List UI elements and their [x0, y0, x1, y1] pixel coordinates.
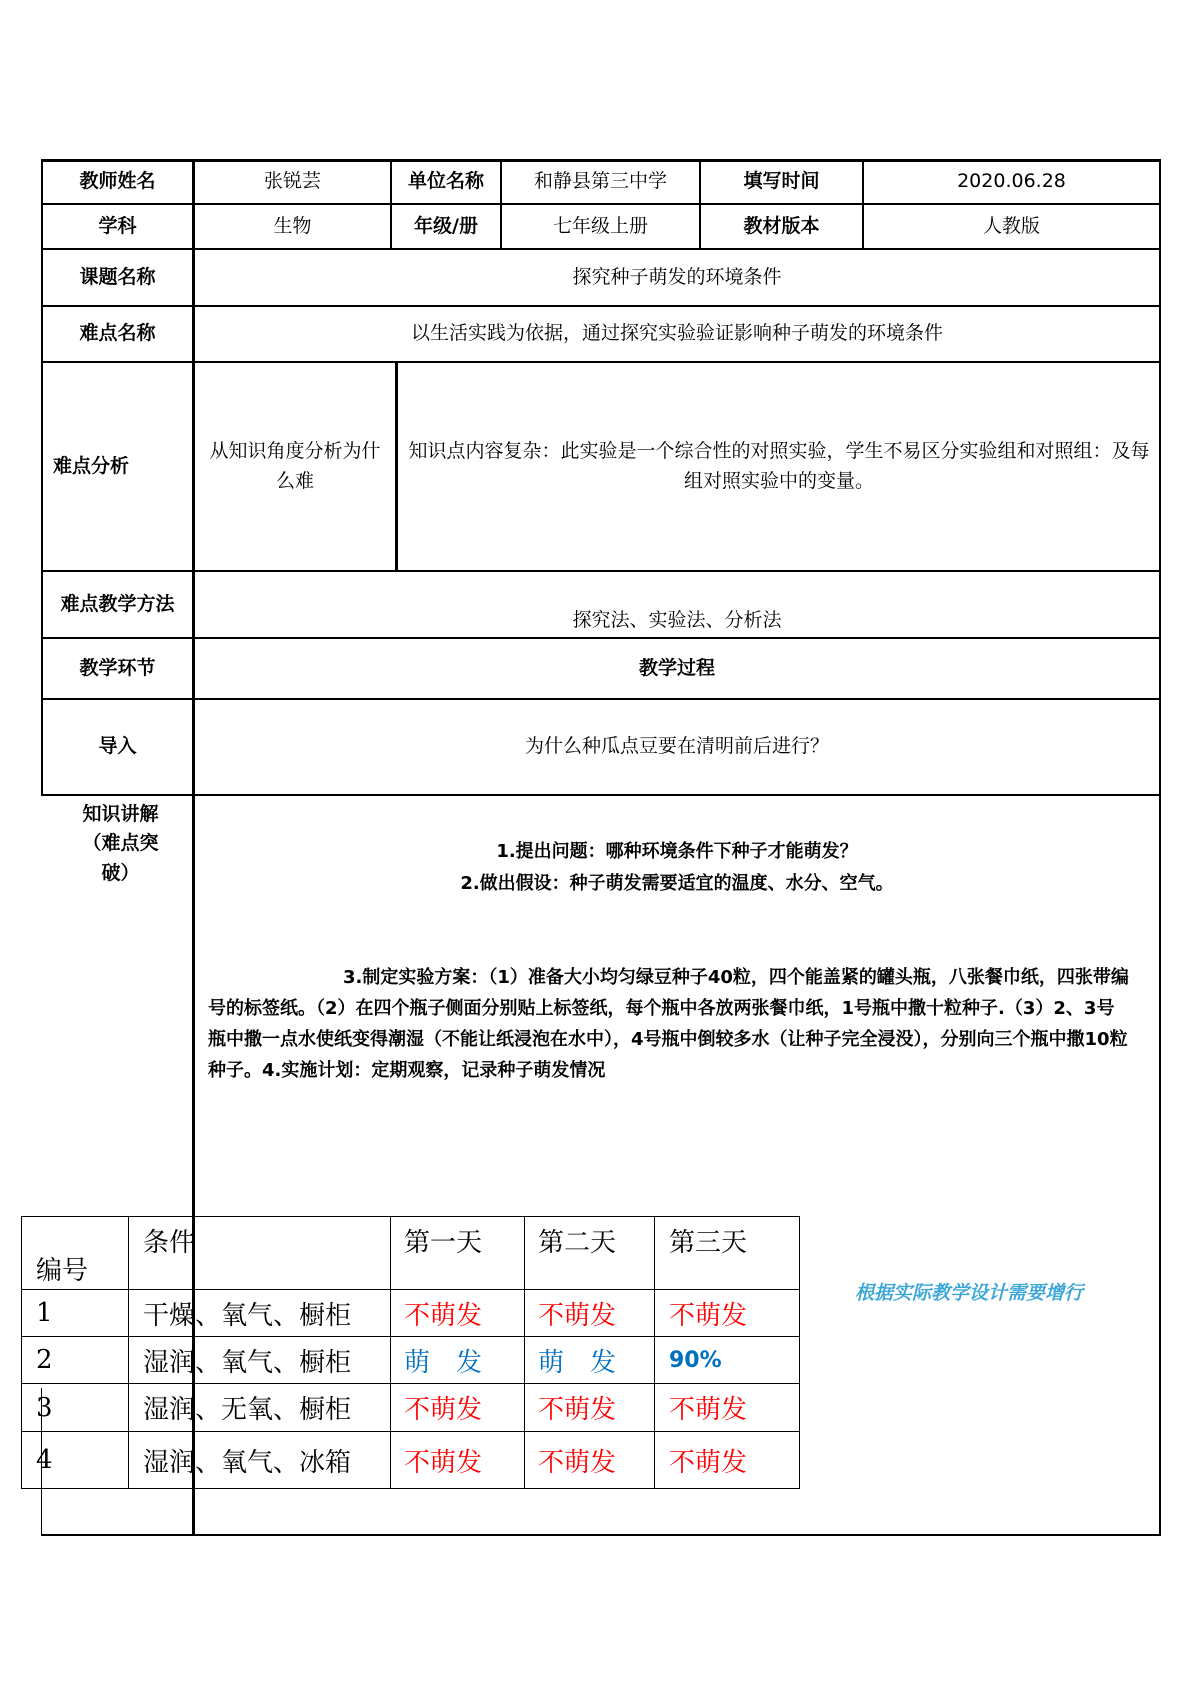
- exp-row-day2: 不萌发: [538, 1447, 617, 1478]
- date-value: 2020.06.28: [957, 170, 1066, 193]
- subject-value: 生物: [273, 214, 312, 237]
- exp-row-day2: 不萌发: [538, 1300, 617, 1331]
- unit-label: 单位名称: [407, 170, 484, 193]
- exp-row-day1: 不萌发: [404, 1395, 483, 1425]
- exp-row-day1: 萌 发: [404, 1347, 483, 1378]
- analysis-value: 知识点内容复杂：此实验是一个综合性的对照实验，学生不易区分实验组和对照组：及每组对照实验中的变量。: [408, 440, 1150, 492]
- intro-label: 导入: [98, 735, 137, 758]
- exp-row-id: 4: [36, 1445, 53, 1475]
- lecture-line1: 1.提出问题：哪种环境条件下种子才能萌发？: [496, 841, 858, 863]
- exp-row-id: 2: [36, 1345, 53, 1375]
- grade-value: 七年级上册: [552, 214, 648, 237]
- analysis-label: 难点分析: [53, 454, 130, 477]
- difficulty-value: 以生活实践为依据，通过探究实验验证影响种子萌发的环境条件: [410, 322, 943, 345]
- method-value: 探究法、实验法、分析法: [572, 608, 782, 631]
- teacher-label: 教师姓名: [79, 170, 156, 193]
- exp-header-condition: 条件: [143, 1227, 196, 1258]
- add-rows-note: 根据实际教学设计需要增行: [855, 1282, 1084, 1304]
- exp-header-id: 编号: [36, 1255, 89, 1286]
- stage-value: 教学过程: [638, 656, 715, 679]
- topic-value: 探究种子萌发的环境条件: [572, 265, 782, 288]
- exp-row-condition: 湿润、无氧、橱柜: [143, 1395, 352, 1425]
- teacher-value: 张锐芸: [263, 170, 321, 193]
- unit-value: 和静县第三中学: [533, 170, 667, 193]
- exp-row-condition: 湿润、氧气、橱柜: [143, 1347, 352, 1378]
- exp-row-day1: 不萌发: [404, 1447, 483, 1478]
- lecture-paragraph: 3.制定实验方案：（1）准备大小均匀绿豆种子40粒，四个能盖紧的罐头瓶，八张餐巾纸，四张带编号的标签纸。（2）在四个瓶子侧面分别贴上标签纸，每个瓶中各放两张餐巾纸，1号瓶中撒十粒种子.（3）2、3号瓶中撒一点水使纸变得潮湿（不能让纸浸泡在水中），4号瓶中倒较多水（让种子完全浸没），分别向三个瓶中撒10粒种子。4.实施计划：定期观察，记录种子萌发情况: [208, 967, 1129, 1081]
- exp-row-condition: 干燥、氧气、橱柜: [143, 1300, 352, 1331]
- edition-label: 教材版本: [743, 214, 820, 237]
- intro-value: 为什么种瓜点豆要在清明前后进行？: [524, 735, 829, 758]
- method-label: 难点教学方法: [60, 592, 175, 615]
- exp-row-id: 3: [36, 1392, 53, 1423]
- topic-label: 课题名称: [79, 265, 156, 288]
- subject-label: 学科: [98, 214, 137, 237]
- analysis-sub-label: 从知识角度分析为什么难: [209, 440, 381, 492]
- exp-row-day2: 萌 发: [538, 1347, 617, 1378]
- edition-value: 人教版: [982, 214, 1040, 237]
- lecture-label: 知识讲解（难点突破）: [82, 803, 159, 884]
- stage-label: 教学环节: [79, 656, 156, 679]
- exp-row-day3: 不萌发: [669, 1300, 748, 1331]
- grade-label: 年级/册: [414, 214, 478, 237]
- exp-row-day2: 不萌发: [538, 1395, 617, 1425]
- date-label: 填写时间: [743, 170, 820, 193]
- exp-header-day1: 第一天: [404, 1227, 483, 1258]
- exp-row-id: 1: [36, 1298, 53, 1328]
- exp-header-day3: 第三天: [669, 1227, 748, 1258]
- difficulty-label: 难点名称: [79, 322, 156, 345]
- exp-row-day3: 不萌发: [669, 1395, 748, 1425]
- exp-header-day2: 第二天: [538, 1227, 617, 1258]
- lecture-line2: 2.做出假设：种子萌发需要适宜的温度、水分、空气。: [460, 873, 894, 895]
- exp-row-day3: 不萌发: [669, 1447, 748, 1478]
- exp-row-day3: 90%: [669, 1347, 722, 1373]
- exp-row-day1: 不萌发: [404, 1300, 483, 1331]
- exp-row-condition: 湿润、氧气、冰箱: [143, 1447, 352, 1478]
